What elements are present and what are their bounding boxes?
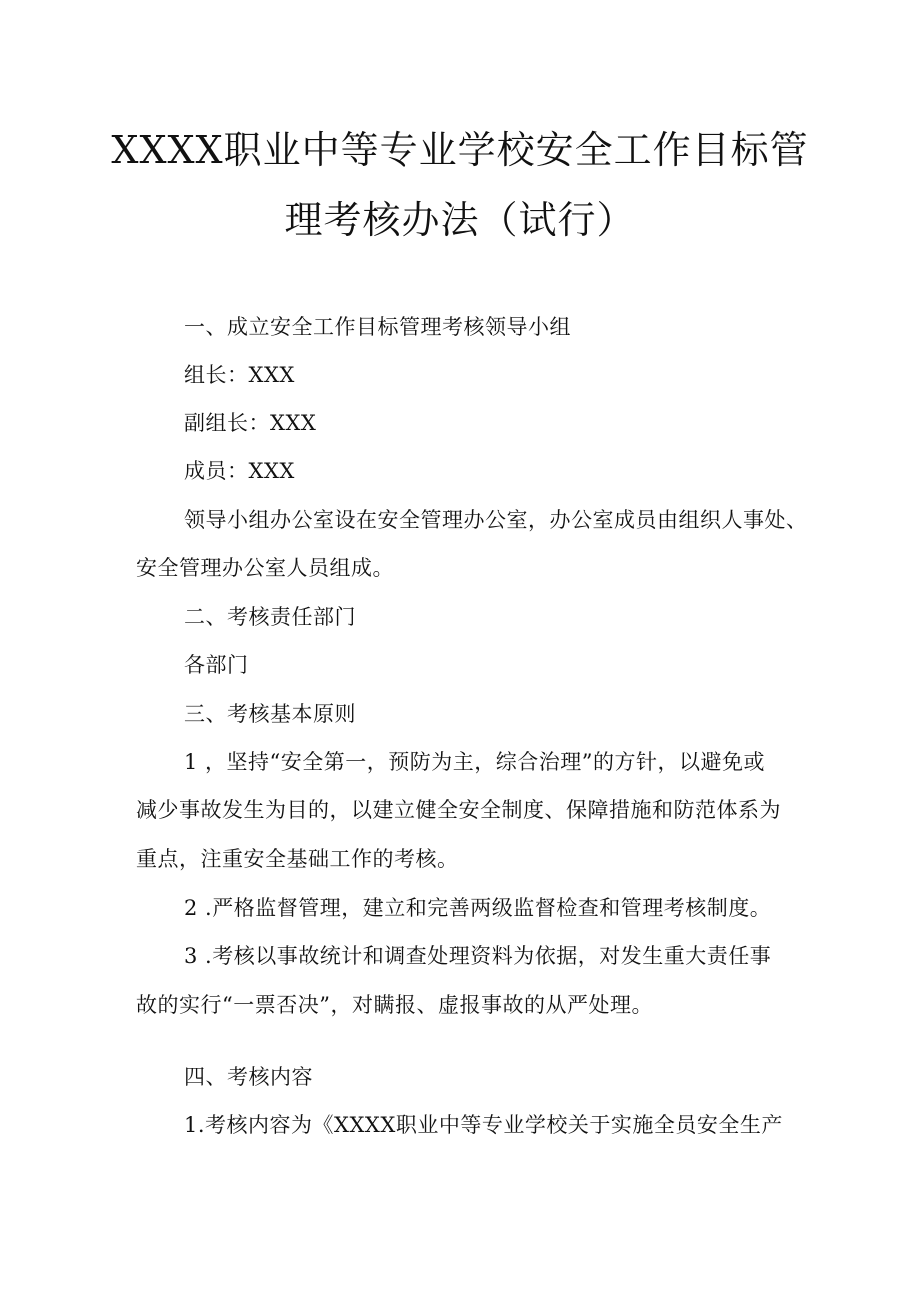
section-2-heading: 二、考核责任部门: [184, 605, 356, 629]
members-line: 成员：XXX: [184, 459, 295, 483]
principle-2-line-1: 2 .严格监督管理，建立和完善两级监督检查和管理考核制度。: [184, 896, 772, 920]
principle-3-line-1: 3 .考核以事故统计和调查处理资料为依据，对发生重大责任事: [184, 944, 772, 968]
section-2-body: 各部门: [184, 653, 249, 677]
section-4-heading: 四、考核内容: [184, 1065, 313, 1089]
document-title-line-1: XXXX职业中等专业学校安全工作目标管: [111, 128, 809, 172]
principle-1-line-1: 1 ，坚持“安全第一，预防为主，综合治理”的方针，以避免或: [184, 750, 766, 774]
section-3-heading: 三、考核基本原则: [184, 702, 356, 726]
principle-1-line-2: 减少事故发生为目的，以建立健全安全制度、保障措施和防范体系为: [136, 798, 781, 822]
office-paragraph-line-1: 领导小组办公室设在安全管理办公室，办公室成员由组织人事处、: [184, 508, 808, 532]
principle-1-line-3: 重点，注重安全基础工作的考核。: [136, 847, 459, 871]
office-paragraph-line-2: 安全管理办公室人员组成。: [136, 556, 394, 580]
leader-line: 组长：XXX: [184, 363, 295, 387]
vice-leader-line: 副组长：XXX: [184, 411, 317, 435]
section-1-heading: 一、成立安全工作目标管理考核领导小组: [184, 315, 571, 339]
principle-3-line-2: 故的实行“一票否决”，对瞒报、虚报事故的从严处理。: [136, 993, 653, 1017]
section-4-item-1-line-1: 1.考核内容为《XXXX职业中等专业学校关于实施全员安全生产: [184, 1113, 783, 1137]
document-title-line-2: 理考核办法（试行）: [284, 198, 636, 242]
